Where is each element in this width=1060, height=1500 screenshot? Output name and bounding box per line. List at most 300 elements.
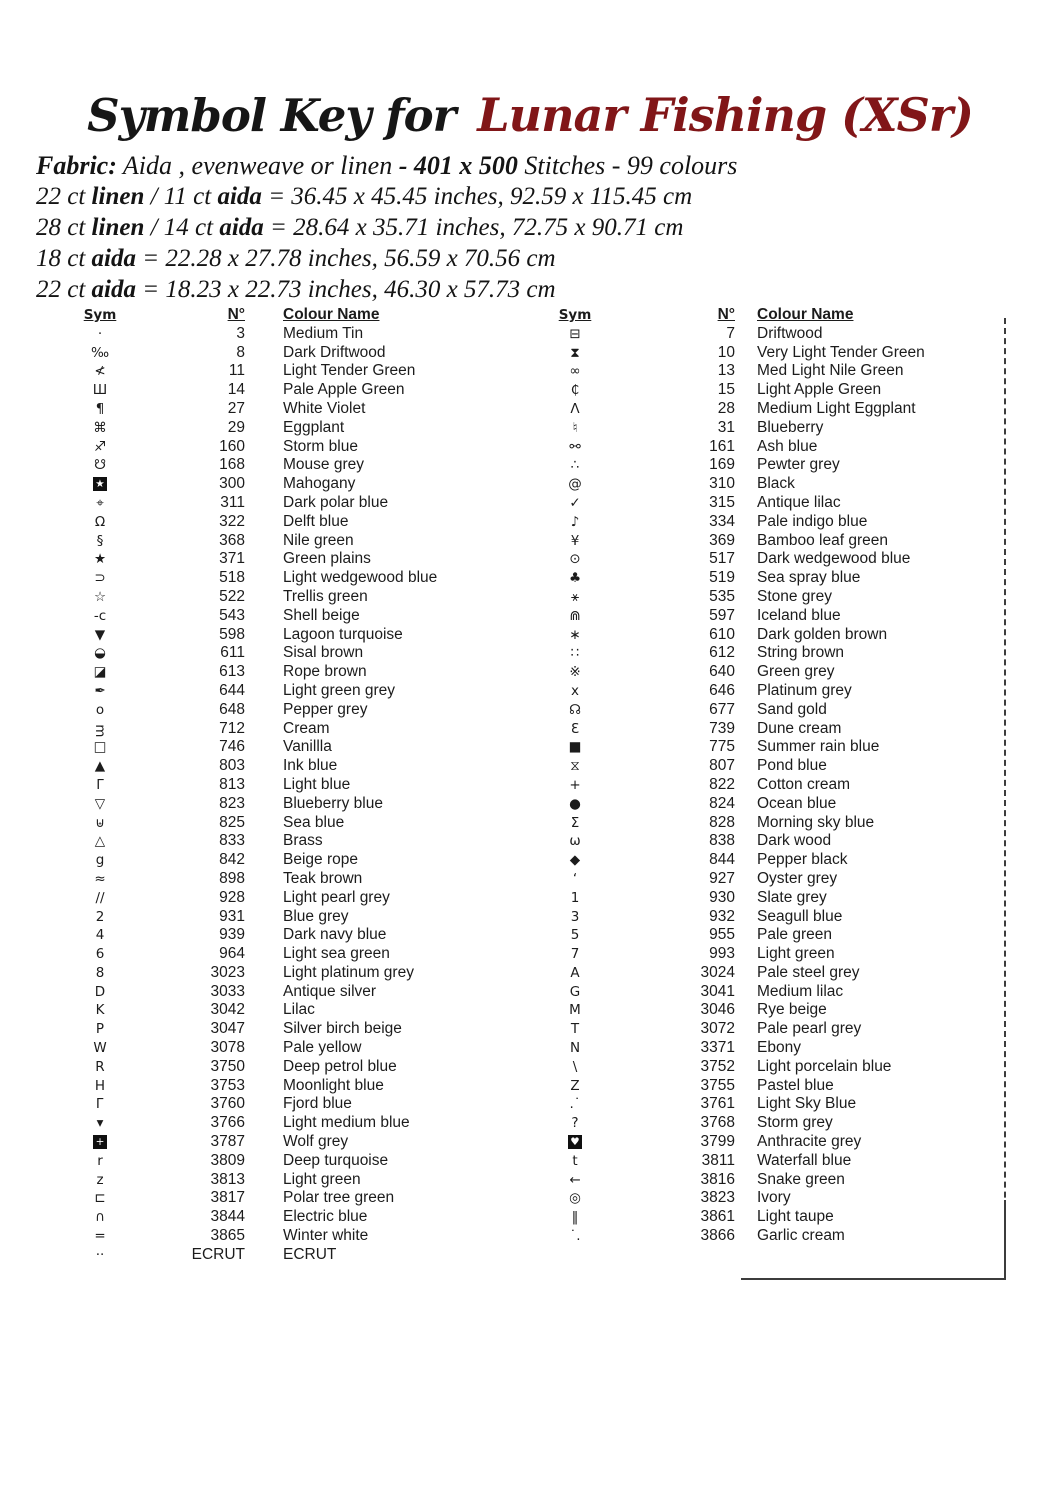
number-cell: 640 — [709, 663, 735, 681]
page-title — [0, 88, 1060, 142]
sym-cell: Г — [95, 1096, 105, 1113]
sym-cell: 2 — [95, 908, 105, 925]
header-sym: Sym — [558, 307, 592, 323]
number-cell: 898 — [219, 869, 245, 887]
number-cell: 677 — [709, 700, 735, 718]
number-cell: 3752 — [700, 1057, 735, 1075]
sym-cell: ‖ — [571, 1209, 579, 1226]
number-cell: 3024 — [700, 963, 735, 981]
number-cell: 3023 — [210, 963, 245, 981]
sym-cell: ※ — [569, 664, 581, 681]
sym-cell: 6 — [95, 946, 105, 963]
page-border-dashed-line — [1004, 318, 1006, 1278]
number-cell: 522 — [219, 587, 245, 605]
colour-name-cell: Deep petrol blue — [283, 1057, 397, 1075]
number-cell: 14 — [227, 381, 245, 399]
sym-cell: r — [97, 1152, 103, 1169]
colour-name-cell: Dark wedgewood blue — [757, 550, 911, 568]
sym-cell: ☊ — [569, 701, 581, 718]
number-cell: 597 — [709, 606, 735, 624]
sym-cell: T — [570, 1021, 580, 1038]
page-border-line-segment — [1004, 1200, 1006, 1280]
colour-name-cell: Anthracite grey — [757, 1133, 862, 1151]
number-cell: 598 — [219, 625, 245, 643]
number-cell: 518 — [219, 569, 245, 587]
sym-cell: M — [569, 1002, 581, 1019]
number-cell: 648 — [219, 700, 245, 718]
sym-cell: G — [569, 983, 581, 1000]
colour-name-cell: Summer rain blue — [757, 738, 880, 756]
sym-cell: ★ — [55, 475, 145, 494]
sym-cell: ☆ — [93, 588, 107, 605]
title-name: Lunar Fishing (XSr) — [477, 88, 973, 142]
fabric-line: 18 ct aida = 22.28 x 27.78 inches, 56.59 x 70.56 cm — [36, 245, 556, 272]
colour-name-cell: Platinum grey — [757, 681, 852, 699]
number-cell: 610 — [709, 625, 735, 643]
number-cell: 3046 — [700, 1001, 735, 1019]
colour-name-cell: Light blue — [283, 775, 351, 793]
colour-name-cell: Delft blue — [283, 512, 349, 530]
colour-name-cell: Pale pearl grey — [757, 1020, 862, 1038]
number-cell: 928 — [219, 888, 245, 906]
number-cell: 31 — [717, 418, 735, 436]
sym-cell: ‘ — [572, 870, 578, 887]
number-cell: 161 — [709, 437, 735, 455]
number-cell: 369 — [709, 531, 735, 549]
colour-name-cell: Pond blue — [757, 757, 827, 775]
number-cell: 931 — [219, 907, 245, 925]
sym-cell: .˙ — [569, 1096, 581, 1113]
colour-name-cell: Snake green — [757, 1170, 845, 1188]
number-cell: 813 — [219, 775, 245, 793]
colour-name-cell: Brass — [283, 832, 323, 850]
sym-cell: ▾ — [96, 1115, 104, 1132]
fabric-line: Fabric: Aida , evenweave or linen - 401 x 500 Stitches - 99 colours — [36, 151, 738, 180]
sym-cell: H — [94, 1077, 106, 1094]
number-cell: 842 — [219, 851, 245, 869]
header-sym: Sym — [83, 307, 117, 323]
number-cell: 3761 — [700, 1095, 735, 1113]
sym-cell: + — [569, 776, 581, 793]
sym-cell: 7 — [570, 946, 580, 963]
number-cell: 28 — [717, 399, 735, 417]
colour-name-cell: Deep turquoise — [283, 1151, 389, 1169]
sym-cell: △ — [94, 833, 106, 850]
colour-name-cell: Sea blue — [283, 813, 345, 831]
number-cell: 300 — [219, 475, 245, 493]
fabric-info-block — [36, 150, 737, 305]
sym-cell: ≈ — [94, 870, 106, 887]
sym-cell: ‰ — [90, 344, 110, 361]
colour-name-cell: Medium Tin — [283, 324, 364, 342]
sym-cell: @ — [568, 476, 582, 493]
colour-name-cell: Pale yellow — [283, 1039, 362, 1057]
sym-cell: x — [571, 682, 579, 699]
sym-cell: + — [55, 1133, 145, 1152]
number-cell: 822 — [709, 775, 735, 793]
colour-name-cell: Light platinum grey — [283, 963, 414, 981]
colour-name-cell: Blue grey — [283, 907, 349, 925]
sym-cell: ⊟ — [569, 325, 581, 342]
sym-cell: ·· — [95, 1246, 105, 1263]
number-cell: 930 — [709, 888, 735, 906]
header-colour-name: Colour Name — [757, 306, 854, 323]
number-cell: 3809 — [210, 1151, 245, 1169]
sym-cell: R — [95, 1058, 105, 1075]
sym-cell: 8 — [95, 964, 105, 981]
number-cell: 611 — [220, 644, 245, 662]
sym-cell: ♥ — [530, 1133, 620, 1152]
symbol-key-table-right — [530, 306, 995, 1246]
colour-name-cell: Lilac — [283, 1001, 315, 1019]
sym-cell: ⚹ — [570, 588, 580, 605]
colour-name-cell: Dark Driftwood — [283, 343, 386, 361]
number-cell: 13 — [717, 362, 735, 380]
colour-name-cell: Light sea green — [283, 945, 390, 963]
sym-cell: ? — [571, 1115, 579, 1132]
sym-cell: Σ — [570, 814, 580, 831]
sym-cell: ♣ — [568, 570, 582, 587]
number-cell: 3755 — [700, 1076, 735, 1094]
number-cell: 8 — [236, 343, 245, 361]
colour-name-cell: Waterfall blue — [757, 1151, 852, 1169]
number-cell: 334 — [709, 512, 735, 530]
sym-cell: Γ — [96, 776, 104, 793]
sym-cell: ◒ — [94, 645, 106, 662]
number-cell: 543 — [219, 606, 245, 624]
sym-cell: ∩ — [95, 1209, 105, 1226]
number-cell: 11 — [228, 362, 245, 380]
colour-name-cell: Pale steel grey — [757, 963, 860, 981]
colour-name-cell: Vanillla — [283, 738, 332, 756]
number-cell: 823 — [219, 794, 245, 812]
number-cell: 10 — [717, 343, 735, 361]
number-cell: 3811 — [701, 1151, 735, 1169]
number-cell: 807 — [709, 757, 735, 775]
number-cell: 517 — [709, 550, 735, 568]
colour-name-cell: Medium lilac — [757, 982, 844, 1000]
sym-cell: ⌘ — [93, 419, 107, 436]
sym-cell: Ω — [94, 513, 106, 530]
colour-name-cell: Blueberry — [757, 418, 824, 436]
number-cell: 29 — [227, 418, 245, 436]
number-cell: 3371 — [700, 1039, 735, 1057]
sym-cell: ⋒ — [569, 607, 581, 624]
sym-cell: ⧗ — [570, 344, 580, 361]
number-cell: 844 — [709, 851, 735, 869]
sym-cell: ⊃ — [94, 570, 106, 587]
sym-cell: N — [569, 1040, 581, 1057]
sym-cell: ✓ — [569, 494, 581, 511]
colour-name-cell: Morning sky blue — [757, 813, 875, 831]
number-cell: 3768 — [700, 1114, 735, 1132]
number-cell: ECRUT — [191, 1245, 245, 1263]
colour-name-cell: ECRUT — [283, 1245, 337, 1263]
number-cell: 169 — [709, 456, 735, 474]
number-cell: 371 — [219, 550, 245, 568]
number-cell: 3042 — [210, 1001, 245, 1019]
sym-cell: ■ — [568, 739, 582, 756]
number-cell: 3047 — [210, 1020, 245, 1038]
colour-name-cell: Light green — [757, 945, 835, 963]
colour-name-cell: Winter white — [283, 1227, 369, 1245]
sym-cell: P — [95, 1021, 105, 1038]
sym-cell: ♪ — [570, 513, 580, 530]
sym-cell: ∗ — [569, 626, 581, 643]
number-cell: 168 — [219, 456, 245, 474]
colour-name-cell: Cotton cream — [757, 775, 851, 793]
colour-name-cell: Pale Apple Green — [283, 381, 405, 399]
fabric-line: 28 ct linen / 14 ct aida = 28.64 x 35.71 inches, 72.75 x 90.71 cm — [36, 214, 684, 241]
title-prefix: Symbol Key for — [87, 89, 456, 142]
colour-name-cell: Garlic cream — [757, 1227, 845, 1245]
colour-name-cell: Moonlight blue — [283, 1076, 384, 1094]
colour-name-cell: Oyster grey — [757, 869, 838, 887]
colour-name-cell: Light porcelain blue — [757, 1057, 892, 1075]
number-cell: 322 — [219, 512, 245, 530]
number-cell: 15 — [717, 381, 735, 399]
colour-name-cell: Light wedgewood blue — [283, 569, 438, 587]
colour-name-cell: Rye beige — [757, 1001, 827, 1019]
colour-name-cell: Med Light Nile Green — [757, 362, 904, 380]
sym-cell: □ — [93, 739, 107, 756]
number-cell: 160 — [219, 437, 245, 455]
colour-name-cell: Seagull blue — [757, 907, 843, 925]
sym-cell: 5 — [570, 927, 580, 944]
number-cell: 7 — [726, 324, 735, 342]
sym-cell: ✒ — [94, 682, 106, 699]
sym-cell: o — [95, 701, 105, 718]
sym-cell: ▽ — [94, 795, 106, 812]
colour-name-cell: Pale indigo blue — [757, 512, 868, 530]
sym-cell: ⚯ — [569, 438, 581, 455]
colour-name-cell: Shell beige — [283, 606, 360, 624]
colour-name-cell: Storm grey — [757, 1114, 833, 1132]
sym-cell: ∷ — [570, 645, 580, 662]
colour-name-cell: Dark navy blue — [283, 926, 387, 944]
sym-cell: D — [94, 983, 106, 1000]
sym-cell: Ш — [92, 382, 108, 399]
colour-name-cell: Teak brown — [283, 869, 363, 887]
colour-name-cell: Medium Light Eggplant — [757, 399, 916, 417]
number-cell: 712 — [219, 719, 245, 737]
sym-cell: 1 — [570, 889, 580, 906]
sym-cell: = — [94, 1228, 106, 1245]
colour-name-cell: Rope brown — [283, 663, 367, 681]
colour-name-cell: Light taupe — [757, 1208, 834, 1226]
colour-name-cell: Very Light Tender Green — [757, 343, 925, 361]
colour-name-cell: Wolf grey — [283, 1133, 349, 1151]
number-cell: 3865 — [210, 1227, 245, 1245]
colour-name-cell: Light green — [283, 1170, 361, 1188]
sym-cell: z — [96, 1171, 104, 1188]
sym-cell: ← — [569, 1171, 581, 1188]
sym-cell: · — [97, 325, 103, 342]
sym-cell: ⊎ — [95, 814, 105, 831]
header-colour-name: Colour Name — [283, 306, 380, 323]
number-cell: 3766 — [210, 1114, 245, 1132]
number-cell: 939 — [219, 926, 245, 944]
colour-name-cell: Eggplant — [283, 418, 345, 436]
colour-name-cell: Pepper black — [757, 851, 848, 869]
number-cell: 3787 — [210, 1133, 245, 1151]
sym-cell: -c — [93, 607, 107, 624]
sym-cell: t — [572, 1152, 578, 1169]
sym-cell: ∕∕ — [95, 889, 105, 906]
header-number: N° — [717, 306, 735, 323]
number-cell: 825 — [219, 813, 245, 831]
number-cell: 3866 — [700, 1227, 735, 1245]
colour-name-cell: Ink blue — [283, 757, 338, 775]
colour-name-cell: Light Sky Blue — [757, 1095, 857, 1113]
sym-cell: ∞ — [569, 363, 581, 380]
colour-name-cell: Blueberry blue — [283, 794, 383, 812]
number-cell: 3813 — [210, 1170, 245, 1188]
number-cell: 613 — [219, 663, 245, 681]
colour-name-cell: Pepper grey — [283, 700, 368, 718]
colour-name-cell: Cream — [283, 719, 330, 737]
colour-name-cell: Polar tree green — [283, 1189, 395, 1207]
sym-cell: A — [570, 964, 580, 981]
header-number: N° — [227, 306, 245, 323]
sym-cell: ₵ — [570, 382, 580, 399]
fabric-line: 22 ct linen / 11 ct aida = 36.45 x 45.45 inches, 92.59 x 115.45 cm — [36, 183, 693, 210]
sym-cell: ¥ — [570, 532, 580, 549]
page-border-bottom-line — [741, 1278, 1006, 1280]
symbol-key-table-left — [55, 306, 505, 1265]
sym-cell: \ — [572, 1058, 578, 1075]
colour-name-cell: Lagoon turquoise — [283, 625, 403, 643]
number-cell: 3760 — [210, 1095, 245, 1113]
sym-cell: ★ — [93, 551, 107, 568]
number-cell: 27 — [227, 399, 245, 417]
sym-cell: W — [93, 1040, 107, 1057]
number-cell: 3041 — [700, 982, 735, 1000]
colour-name-cell: Beige rope — [283, 851, 358, 869]
sym-cell: ◆ — [569, 852, 581, 869]
sym-cell: ⊙ — [569, 551, 581, 568]
sym-cell: ¶ — [95, 400, 105, 417]
sym-cell: ● — [569, 795, 581, 812]
colour-name-cell: Dark polar blue — [283, 493, 389, 511]
colour-name-cell: Iceland blue — [757, 606, 841, 624]
sym-cell: Ɛ — [570, 720, 580, 737]
number-cell: 3750 — [210, 1057, 245, 1075]
colour-name-cell: Storm blue — [283, 437, 358, 455]
number-cell: 955 — [709, 926, 735, 944]
sym-cell: ☋ — [94, 457, 106, 474]
colour-name-cell: String brown — [757, 644, 845, 662]
colour-name-cell: Ivory — [757, 1189, 791, 1207]
colour-name-cell: Light Apple Green — [757, 381, 882, 399]
colour-name-cell: Green plains — [283, 550, 371, 568]
number-cell: 964 — [219, 945, 245, 963]
number-cell: 927 — [709, 869, 735, 887]
number-cell: 3823 — [700, 1189, 735, 1207]
colour-name-cell: Green grey — [757, 663, 835, 681]
number-cell: 775 — [709, 738, 735, 756]
sym-cell: ▼ — [94, 626, 106, 643]
colour-name-cell: Pastel blue — [757, 1076, 834, 1094]
sym-cell: 4 — [95, 927, 105, 944]
sym-cell: Z — [570, 1077, 580, 1094]
sym-cell: ⊏ — [94, 1190, 106, 1207]
colour-name-cell: Ash blue — [757, 437, 818, 455]
sym-cell: 3 — [570, 908, 580, 925]
number-cell: 803 — [219, 757, 245, 775]
colour-name-cell: Black — [757, 475, 795, 493]
number-cell: 833 — [219, 832, 245, 850]
colour-name-cell: Mouse grey — [283, 456, 364, 474]
colour-name-cell: Driftwood — [757, 324, 823, 342]
number-cell: 838 — [709, 832, 735, 850]
sym-cell: ◎ — [569, 1190, 581, 1207]
number-cell: 3078 — [210, 1039, 245, 1057]
number-cell: 3 — [236, 324, 245, 342]
number-cell: 612 — [709, 644, 735, 662]
colour-name-cell: Pewter grey — [757, 456, 840, 474]
sym-cell: ω — [569, 833, 581, 850]
number-cell: 3817 — [210, 1189, 245, 1207]
number-cell: 644 — [219, 681, 245, 699]
sym-cell: ᴟ — [95, 720, 105, 737]
number-cell: 646 — [709, 681, 735, 699]
colour-name-cell: Ocean blue — [757, 794, 837, 812]
colour-name-cell: Sisal brown — [283, 644, 364, 662]
colour-name-cell: Nile green — [283, 531, 354, 549]
sym-cell: ♐ — [93, 438, 107, 455]
number-cell: 535 — [709, 587, 735, 605]
number-cell: 3753 — [210, 1076, 245, 1094]
sym-cell: ◪ — [93, 664, 107, 681]
sym-cell: ˙. — [569, 1228, 581, 1245]
colour-name-cell: Light green grey — [283, 681, 396, 699]
colour-name-cell: Antique silver — [283, 982, 377, 1000]
number-cell: 368 — [219, 531, 245, 549]
sym-cell: ⧖ — [570, 758, 580, 775]
sym-cell: § — [96, 532, 104, 549]
sym-cell: ⌖ — [96, 494, 104, 511]
number-cell: 3072 — [700, 1020, 735, 1038]
colour-name-cell: Light Tender Green — [283, 362, 416, 380]
colour-name-cell: Dune cream — [757, 719, 842, 737]
sym-cell: ▲ — [94, 758, 106, 775]
number-cell: 746 — [219, 738, 245, 756]
number-cell: 739 — [709, 719, 735, 737]
colour-name-cell: Light pearl grey — [283, 888, 390, 906]
colour-name-cell: White Violet — [283, 399, 366, 417]
colour-name-cell: Slate grey — [757, 888, 827, 906]
sym-cell: ∴ — [570, 457, 580, 474]
sym-cell: g — [95, 852, 105, 869]
number-cell: 3799 — [700, 1133, 735, 1151]
number-cell: 828 — [709, 813, 735, 831]
colour-name-cell: Fjord blue — [283, 1095, 352, 1113]
colour-name-cell: Stone grey — [757, 587, 832, 605]
colour-name-cell: Antique lilac — [757, 493, 841, 511]
colour-name-cell: Dark wood — [757, 832, 832, 850]
colour-name-cell: Mahogany — [283, 475, 356, 493]
colour-name-cell: Bamboo leaf green — [757, 531, 888, 549]
number-cell: 932 — [709, 907, 735, 925]
fabric-line: 22 ct aida = 18.23 x 22.73 inches, 46.30 x 57.73 cm — [36, 276, 556, 303]
sym-cell: ♮ — [572, 419, 578, 436]
number-cell: 315 — [709, 493, 735, 511]
number-cell: 993 — [709, 945, 735, 963]
colour-name-cell: Ebony — [757, 1039, 801, 1057]
number-cell: 3033 — [210, 982, 245, 1000]
colour-name-cell: Light medium blue — [283, 1114, 410, 1132]
